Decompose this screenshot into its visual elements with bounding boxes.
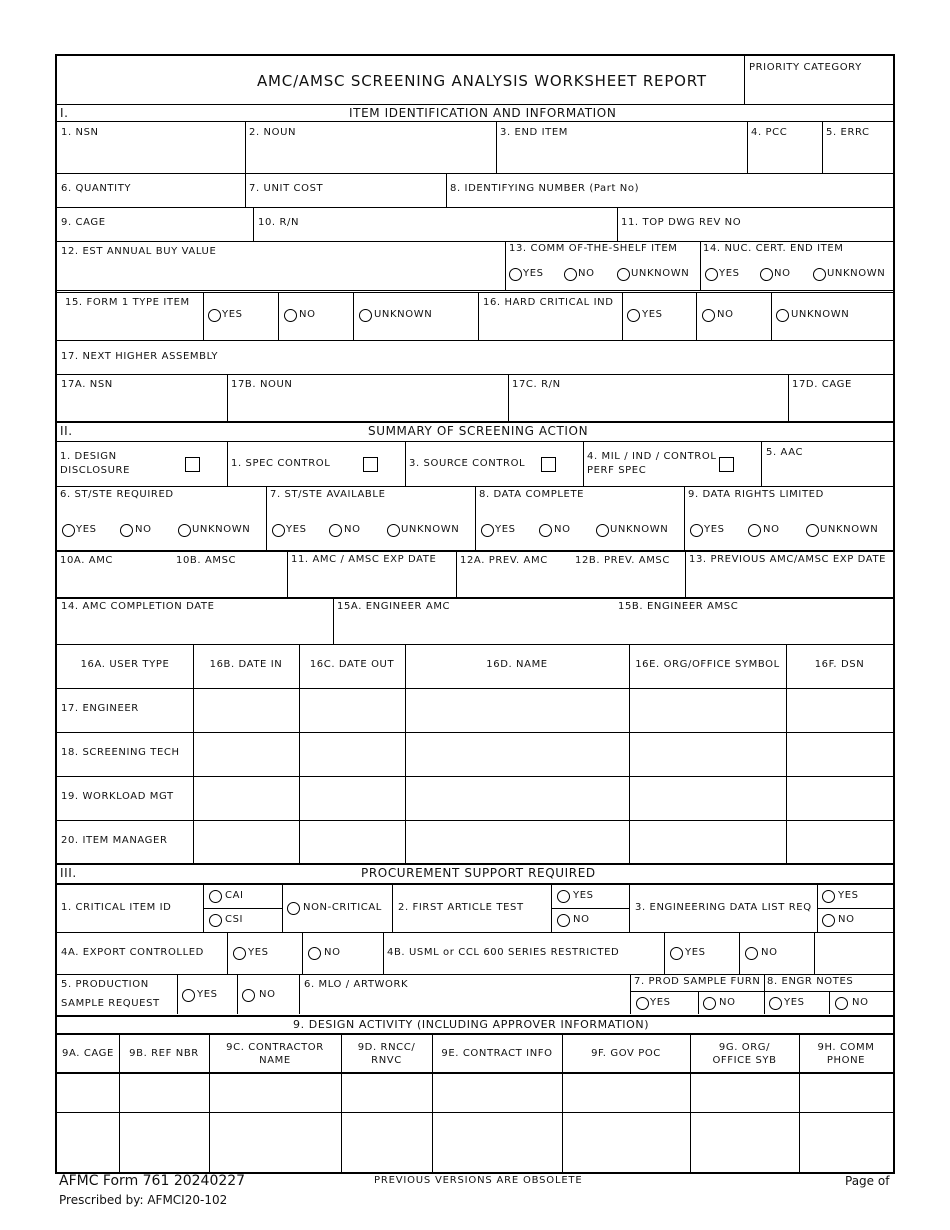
unit-cost-label: 7. UNIT COST <box>249 183 324 194</box>
edl-no-radio[interactable] <box>822 914 835 927</box>
hard-critical-yes-label: YES <box>642 309 663 320</box>
pcc-field[interactable] <box>750 140 820 170</box>
hard-critical-no-label: NO <box>717 309 734 320</box>
hard-critical-unknown-label: UNKNOWN <box>791 309 850 320</box>
engineering-data-list-label: 3. ENGINEERING DATA LIST REQ <box>635 902 812 913</box>
cots-unknown-label: UNKNOWN <box>631 268 690 279</box>
data-rights-unknown-label: UNKNOWN <box>820 524 879 535</box>
pcc-label: 4. PCC <box>751 127 788 138</box>
quantity-label: 6. QUANTITY <box>61 183 132 194</box>
9c-contractor-header-2: NAME <box>259 1055 291 1066</box>
edl-yes-label: YES <box>838 890 859 901</box>
production-sample-label-1: 5. PRODUCTION <box>61 979 149 990</box>
furn-yes-label: YES <box>650 997 671 1008</box>
critical-item-id-label: 1. CRITICAL ITEM ID <box>61 902 172 913</box>
usml-no-label: NO <box>761 947 778 958</box>
identifying-number-label: 8. IDENTIFYING NUMBER (Part No) <box>450 183 640 194</box>
nsn-label: 1. NSN <box>61 127 99 138</box>
furn-no-radio[interactable] <box>703 997 716 1010</box>
prod-sample-no-label: NO <box>259 989 276 1000</box>
edl-no-label: NO <box>838 914 855 925</box>
design-disclosure-label-2: DISCLOSURE <box>60 465 130 476</box>
top-dwg-rev-label: 11. TOP DWG REV NO <box>621 217 742 228</box>
form1-yes-label: YES <box>222 309 243 320</box>
form1-no-radio[interactable] <box>284 309 297 322</box>
form1-yes-radio[interactable] <box>208 309 221 322</box>
export-no-radio[interactable] <box>308 947 321 960</box>
cai-radio[interactable] <box>209 890 222 903</box>
data-rights-yes-label: YES <box>704 524 725 535</box>
errc-field[interactable] <box>825 140 893 170</box>
prev-amsc-label: 12B. PREV. AMSC <box>575 555 670 566</box>
st-ste-avail-yes-label: YES <box>286 524 307 535</box>
st-ste-avail-no-radio[interactable] <box>329 524 342 537</box>
engr-notes-yes-radio[interactable] <box>769 997 782 1010</box>
amc-amsc-exp-date-label: 11. AMC / AMSC EXP DATE <box>291 554 437 565</box>
nuc-no-label: NO <box>774 268 791 279</box>
mil-ind-control-label-1: 4. MIL / IND / CONTROL <box>587 451 717 462</box>
9g-org-header-1: 9G. ORG/ <box>718 1042 771 1053</box>
st-ste-req-unknown-radio[interactable] <box>178 524 191 537</box>
usml-yes-radio[interactable] <box>670 947 683 960</box>
rn-label: 10. R/N <box>258 217 300 228</box>
prod-sample-yes-label: YES <box>197 989 218 1000</box>
mlo-artwork-label: 6. MLO / ARTWORK <box>304 979 409 990</box>
table-row: 18. SCREENING TECH <box>61 747 180 758</box>
nuc-yes-radio[interactable] <box>705 268 718 281</box>
cots-item-label: 13. COMM OF-THE-SHELF ITEM <box>509 243 678 254</box>
9g-org-header-2: OFFICE SYB <box>712 1055 777 1066</box>
st-ste-avail-yes-radio[interactable] <box>272 524 285 537</box>
usml-no-radio[interactable] <box>745 947 758 960</box>
production-sample-label-2: SAMPLE REQUEST <box>61 998 160 1009</box>
hard-critical-no-radio[interactable] <box>702 309 715 322</box>
hard-critical-label: 16. HARD CRITICAL IND <box>483 297 614 308</box>
est-annual-buy-label: 12. EST ANNUAL BUY VALUE <box>61 246 217 257</box>
page-of: Page of <box>845 1174 890 1188</box>
engr-notes-no-radio[interactable] <box>835 997 848 1010</box>
name-header: 16D. NAME <box>486 659 548 670</box>
fat-yes-label: YES <box>573 890 594 901</box>
edl-yes-radio[interactable] <box>822 890 835 903</box>
cots-yes-label: YES <box>523 268 544 279</box>
non-critical-radio[interactable] <box>287 902 300 915</box>
form1-type-label: 15. FORM 1 TYPE ITEM <box>65 297 190 308</box>
fat-yes-radio[interactable] <box>557 890 570 903</box>
prod-sample-no-radio[interactable] <box>242 989 255 1002</box>
non-critical-label: NON-CRITICAL <box>303 902 382 913</box>
section-3-number: III. <box>60 866 77 880</box>
nha-noun-label: 17B. NOUN <box>231 379 293 390</box>
cots-yes-radio[interactable] <box>509 268 522 281</box>
st-ste-req-no-label: NO <box>135 524 152 535</box>
priority-category-label: PRIORITY CATEGORY <box>749 62 862 73</box>
9c-contractor-header-1: 9C. CONTRACTOR <box>226 1042 324 1053</box>
engr-notes-label: 8. ENGR NOTES <box>767 976 854 987</box>
form1-unknown-radio[interactable] <box>359 309 372 322</box>
st-ste-req-no-radio[interactable] <box>120 524 133 537</box>
nsn-field[interactable] <box>59 140 243 170</box>
data-complete-unknown-radio[interactable] <box>596 524 609 537</box>
aac-label: 5. AAC <box>766 447 804 458</box>
engineer-amsc-label: 15B. ENGINEER AMSC <box>618 601 739 612</box>
design-disclosure-label-1: 1. DESIGN <box>60 451 117 462</box>
prod-sample-yes-radio[interactable] <box>182 989 195 1002</box>
nuc-unknown-radio[interactable] <box>813 268 826 281</box>
mil-ind-control-label-2: PERF SPEC <box>587 465 647 476</box>
errc-label: 5. ERRC <box>826 127 870 138</box>
dsn-header: 16F. DSN <box>814 659 865 670</box>
noun-field[interactable] <box>248 140 494 170</box>
engr-notes-no-label: NO <box>852 997 869 1008</box>
st-ste-req-unknown-label: UNKNOWN <box>192 524 251 535</box>
end-item-label: 3. END ITEM <box>500 127 569 138</box>
9h-comm-header-2: PHONE <box>826 1055 866 1066</box>
section-3-title: PROCUREMENT SUPPORT REQUIRED <box>361 866 596 880</box>
spec-control-label: 1. SPEC CONTROL <box>231 458 331 469</box>
user-type-header: 16A. USER TYPE <box>80 659 170 670</box>
date-in-header: 16B. DATE IN <box>209 659 283 670</box>
cai-label: CAI <box>225 890 244 901</box>
data-rights-unknown-radio[interactable] <box>806 524 819 537</box>
data-complete-unknown-label: UNKNOWN <box>610 524 669 535</box>
first-article-test-label: 2. FIRST ARTICLE TEST <box>398 902 524 913</box>
st-ste-available-label: 7. ST/STE AVAILABLE <box>270 489 386 500</box>
form-title: AMC/AMSC SCREENING ANALYSIS WORKSHEET REPORT <box>257 72 707 90</box>
export-yes-label: YES <box>248 947 269 958</box>
design-disclosure-checkbox[interactable] <box>185 457 200 472</box>
source-control-label: 3. SOURCE CONTROL <box>409 458 526 469</box>
usml-yes-label: YES <box>685 947 706 958</box>
end-item-field[interactable] <box>499 140 745 170</box>
nuc-no-radio[interactable] <box>760 268 773 281</box>
table-row: 20. ITEM MANAGER <box>61 835 168 846</box>
st-ste-required-label: 6. ST/STE REQUIRED <box>60 489 174 500</box>
engineer-amc-label: 15A. ENGINEER AMC <box>337 601 451 612</box>
cage-label: 9. CAGE <box>61 217 106 228</box>
section-2-title: SUMMARY OF SCREENING ACTION <box>368 424 589 438</box>
amc-label: 10A. AMC <box>60 555 113 566</box>
data-rights-no-label: NO <box>763 524 780 535</box>
table-row: 19. WORKLOAD MGT <box>61 791 174 802</box>
nha-rn-label: 17C. R/N <box>512 379 561 390</box>
data-complete-yes-radio[interactable] <box>481 524 494 537</box>
cots-no-label: NO <box>578 268 595 279</box>
nha-cage-label: 17D. CAGE <box>792 379 852 390</box>
form1-no-label: NO <box>299 309 316 320</box>
9b-ref-nbr-header: 9B. REF NBR <box>129 1048 199 1059</box>
data-rights-no-radio[interactable] <box>748 524 761 537</box>
data-complete-no-label: NO <box>554 524 571 535</box>
hard-critical-unknown-radio[interactable] <box>776 309 789 322</box>
cots-no-radio[interactable] <box>564 268 577 281</box>
date-out-header: 16C. DATE OUT <box>309 659 395 670</box>
csi-radio[interactable] <box>209 914 222 927</box>
furn-yes-radio[interactable] <box>636 997 649 1010</box>
nuc-yes-label: YES <box>719 268 740 279</box>
export-yes-radio[interactable] <box>233 947 246 960</box>
section-2-number: II. <box>60 424 73 438</box>
org-office-symbol-header: 16E. ORG/OFFICE SYMBOL <box>635 659 780 670</box>
st-ste-req-yes-label: YES <box>76 524 97 535</box>
9d-rncc-header-2: RNVC <box>371 1055 402 1066</box>
export-no-label: NO <box>324 947 341 958</box>
worksheet-form <box>55 54 895 1174</box>
nuc-unknown-label: UNKNOWN <box>827 268 886 279</box>
amc-completion-date-label: 14. AMC COMPLETION DATE <box>61 601 215 612</box>
fat-no-label: NO <box>573 914 590 925</box>
amsc-label: 10B. AMSC <box>176 555 237 566</box>
previous-exp-date-label: 13. PREVIOUS AMC/AMSC EXP DATE <box>689 554 887 565</box>
nuc-cert-label: 14. NUC. CERT. END ITEM <box>703 243 844 254</box>
st-ste-avail-unknown-radio[interactable] <box>387 524 400 537</box>
fat-no-radio[interactable] <box>557 914 570 927</box>
form1-unknown-label: UNKNOWN <box>374 309 433 320</box>
nha-nsn-label: 17A. NSN <box>61 379 113 390</box>
source-control-checkbox[interactable] <box>541 457 556 472</box>
st-ste-avail-unknown-label: UNKNOWN <box>401 524 460 535</box>
9f-gov-poc-header: 9F. GOV POC <box>591 1048 661 1059</box>
section-1-title: ITEM IDENTIFICATION AND INFORMATION <box>349 106 617 120</box>
prev-amc-label: 12A. PREV. AMC <box>460 555 548 566</box>
cots-unknown-radio[interactable] <box>617 268 630 281</box>
data-rights-yes-radio[interactable] <box>690 524 703 537</box>
design-activity-title: 9. DESIGN ACTIVITY (INCLUDING APPROVER INFORMATION) <box>293 1018 650 1031</box>
perf-spec-checkbox[interactable] <box>719 457 734 472</box>
9e-contract-info-header: 9E. CONTRACT INFO <box>441 1048 553 1059</box>
obsolete-notice: PREVIOUS VERSIONS ARE OBSOLETE <box>374 1175 583 1186</box>
st-ste-req-yes-radio[interactable] <box>62 524 75 537</box>
data-rights-limited-label: 9. DATA RIGHTS LIMITED <box>688 489 824 500</box>
table-row: 17. ENGINEER <box>61 703 139 714</box>
prod-sample-furn-label: 7. PROD SAMPLE FURN <box>634 976 761 987</box>
priority-category-field[interactable] <box>745 74 893 102</box>
hard-critical-yes-radio[interactable] <box>627 309 640 322</box>
st-ste-avail-no-label: NO <box>344 524 361 535</box>
9a-cage-header: 9A. CAGE <box>62 1048 114 1059</box>
form-number: AFMC Form 761 20240227 <box>59 1173 246 1189</box>
section-1-number: I. <box>60 106 69 120</box>
spec-control-checkbox[interactable] <box>363 457 378 472</box>
9d-rncc-header-1: 9D. RNCC/ <box>357 1042 416 1053</box>
data-complete-no-radio[interactable] <box>539 524 552 537</box>
engr-notes-yes-label: YES <box>784 997 805 1008</box>
prescribed-by: Prescribed by: AFMCI20-102 <box>59 1193 228 1207</box>
furn-no-label: NO <box>719 997 736 1008</box>
noun-label: 2. NOUN <box>249 127 297 138</box>
data-complete-label: 8. DATA COMPLETE <box>479 489 585 500</box>
next-higher-assembly-label: 17. NEXT HIGHER ASSEMBLY <box>61 351 219 362</box>
export-controlled-label: 4A. EXPORT CONTROLLED <box>61 947 204 958</box>
csi-label: CSI <box>225 914 244 925</box>
usml-ccl-label: 4B. USML or CCL 600 SERIES RESTRICTED <box>387 947 620 958</box>
9h-comm-header-1: 9H. COMM <box>817 1042 875 1053</box>
data-complete-yes-label: YES <box>495 524 516 535</box>
